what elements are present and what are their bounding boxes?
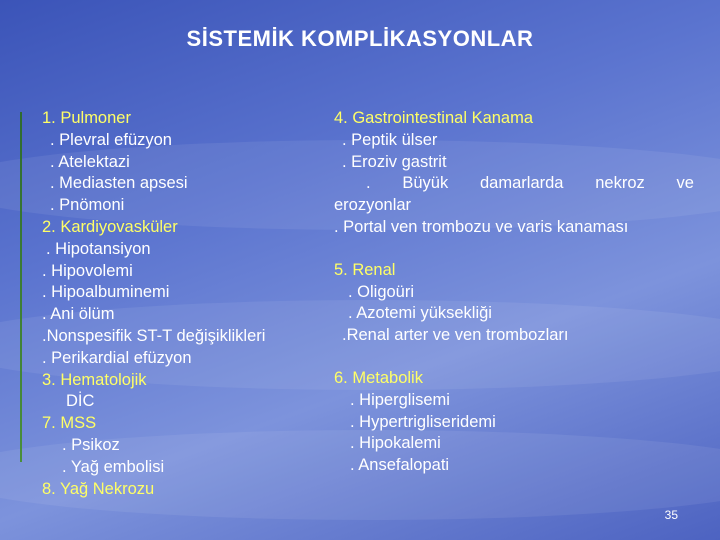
section-heading: 4. Gastrointestinal Kanama [334, 109, 534, 127]
list-item: erozyonlar [334, 196, 412, 215]
list-item: .Nonspesifik ST-T değişiklikleri [42, 326, 266, 345]
section-heading: 7. MSS [42, 414, 97, 433]
list-item: DİC [66, 392, 95, 411]
slide-title: SİSTEMİK KOMPLİKASYONLAR [186, 26, 534, 51]
section-heading: 3. Hematolojik [42, 370, 147, 389]
list-item: . Pnömoni [50, 196, 125, 215]
list-item: . Hipotansiyon [46, 239, 151, 258]
list-item: . Oligoüri [348, 282, 415, 301]
section-heading: 2. Kardiyovasküler [42, 217, 178, 236]
accent-line [20, 112, 22, 462]
list-item: . Ansefalopati [350, 456, 450, 475]
list-item: . Plevral efüzyon [50, 130, 172, 149]
list-item: . Büyük damarlarda nekroz ve [366, 174, 694, 193]
section-heading: 6. Metabolik [334, 368, 423, 387]
list-item: . Hiperglisemi [350, 390, 450, 409]
page-number: 35 [664, 508, 678, 522]
list-item: . Azotemi yüksekliği [348, 304, 492, 323]
list-item: . Hipoalbuminemi [42, 283, 170, 302]
list-item: . Portal ven trombozu ve varis kanaması [334, 217, 629, 236]
list-item: . Yağ embolisi [62, 457, 165, 476]
list-item: . Eroziv gastrit [342, 152, 447, 171]
list-item: . Perikardial efüzyon [42, 348, 192, 367]
list-item: .Renal arter ve ven trombozları [342, 326, 569, 345]
list-item: . Hipovolemi [42, 261, 133, 280]
right-column [334, 108, 694, 477]
section-heading: 1. Pulmoner [42, 109, 131, 127]
list-item: . Atelektazi [50, 152, 130, 171]
section-heading: 8. Yağ Nekrozu [42, 479, 155, 498]
list-item: . Psikoz [62, 435, 120, 454]
list-item: . Peptik ülser [342, 130, 438, 149]
list-spacer [334, 239, 694, 260]
section-heading: 5. Renal [334, 260, 396, 279]
list-item: . Hypertrigliseridemi [350, 412, 496, 431]
left-column [42, 108, 332, 500]
list-item: . Mediasten apsesi [50, 174, 188, 193]
list-item: . Ani ölüm [42, 305, 115, 324]
list-item: . Hipokalemi [350, 434, 441, 453]
list-spacer [334, 347, 694, 368]
